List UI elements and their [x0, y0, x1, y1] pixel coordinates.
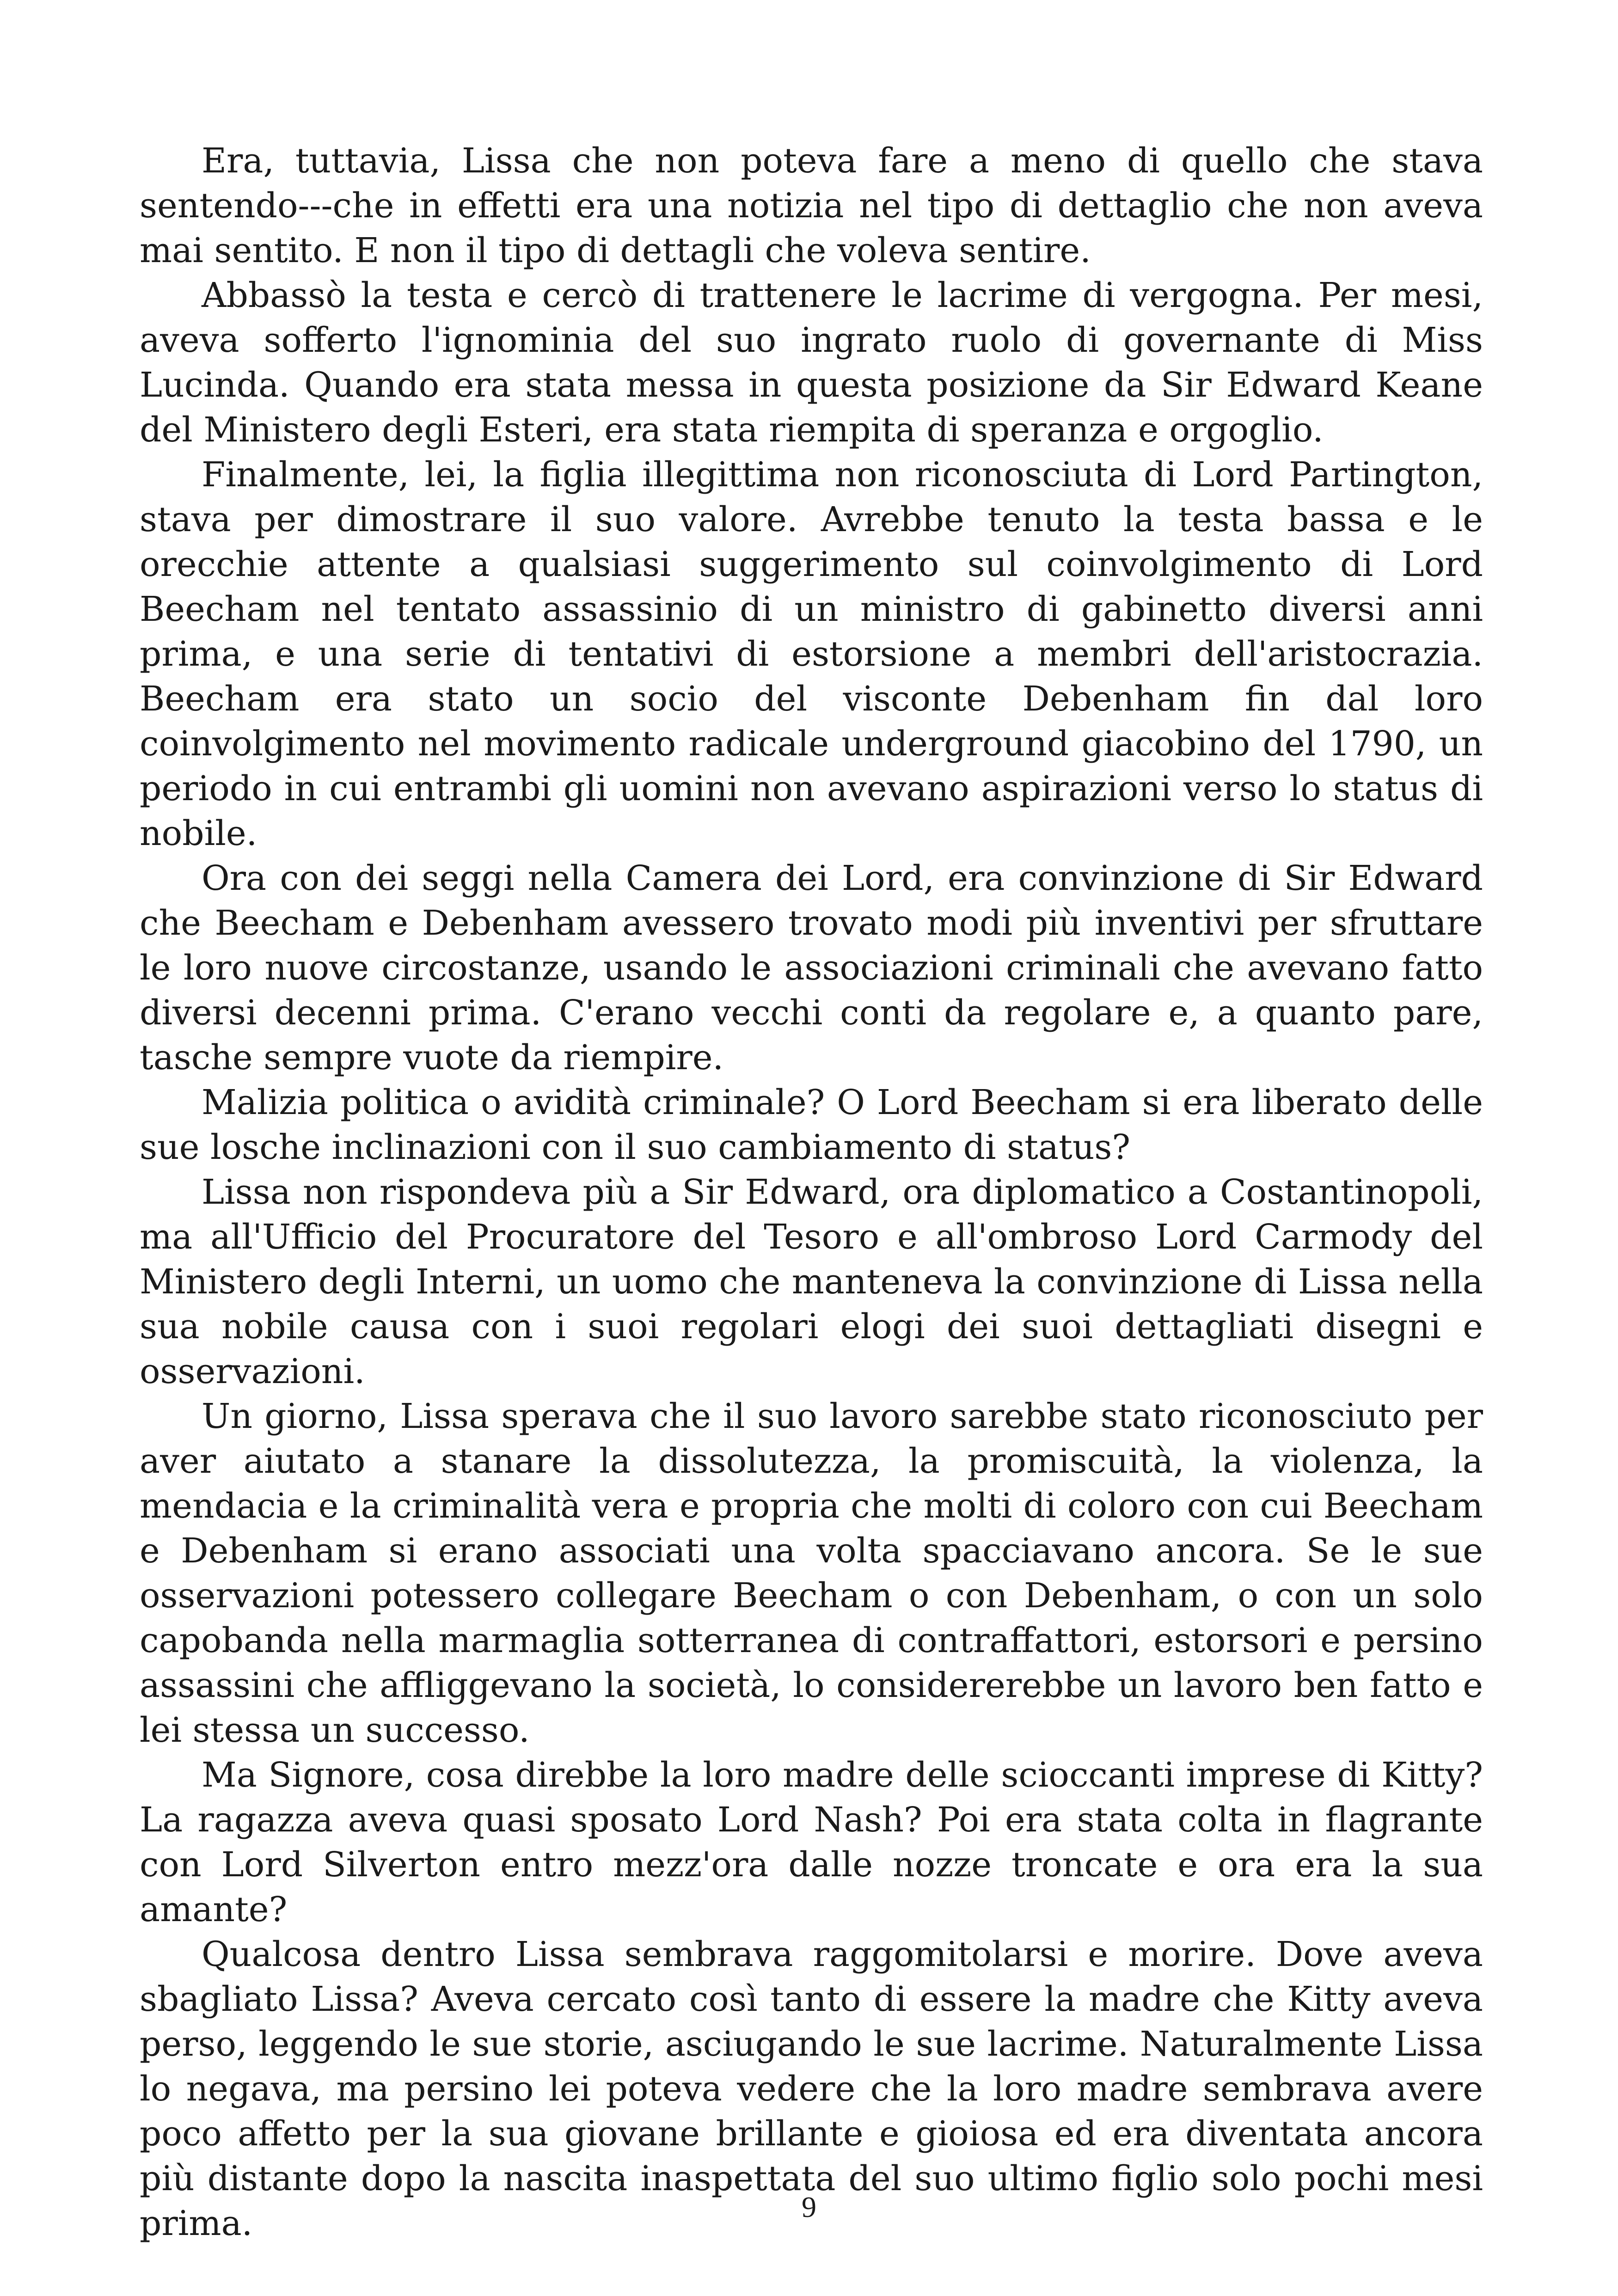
paragraph: Lissa non rispondeva più a Sir Edward, ora diplomatico a Costantinopoli, ma all'Ufficio del Procuratore del Tesoro e all'ombroso Lord Carmody del Ministero degli Interni, un uomo che manteneva la convinzione di Lissa nella sua nobile causa con i suoi regolari elogi dei suoi dettagliati disegni e osservazioni.: [140, 1172, 1483, 1391]
paragraph: Qualcosa dentro Lissa sembrava raggomitolarsi e morire. Dove aveva sbagliato Lissa? Aveva cercato così tanto di essere la madre che Kitty aveva perso, leggendo le sue storie, asciugando le sue lacrime. Naturalmente Lissa lo negava, ma persino lei poteva vedere che la loro madre sembrava avere poco affetto per la sua giovane brillante e gioiosa ed era diventata ancora più distante dopo la nascita inaspettata del suo ultimo figlio solo pochi mesi prima.: [140, 1935, 1483, 2243]
paragraph: Abbassò la testa e cercò di trattenere le lacrime di vergogna. Per mesi, aveva sofferto l'ignominia del suo ingrato ruolo di governante di Miss Lucinda. Quando era stata messa in questa posizione da Sir Edward Keane del Ministero degli Esteri, era stata riempita di speranza e orgoglio.: [140, 276, 1483, 450]
paragraph: Ma Signore, cosa direbbe la loro madre delle scioccanti imprese di Kitty? La ragazza aveva quasi sposato Lord Nash? Poi era stata colta in flagrante con Lord Silverton entro mezz'ora dalle nozze troncate e ora era la sua amante?: [140, 1755, 1483, 1929]
paragraph: Ora con dei seggi nella Camera dei Lord, era convinzione di Sir Edward che Beecham e Debenham avessero trovato modi più inventivi per sfruttare le loro nuove circostanze, usando le associazioni criminali che avevano fatto diversi decenni prima. C'erano vecchi conti da regolare e, a quanto pare, tasche sempre vuote da riempire.: [140, 858, 1483, 1078]
paragraph: Era, tuttavia, Lissa che non poteva fare a meno di quello che stava sentendo---che in effetti era una notizia nel tipo di dettaglio che non aveva mai sentito. E non il tipo di dettagli che voleva sentire.: [140, 141, 1483, 270]
body-text: [140, 139, 1483, 2246]
page-number: 9: [802, 2191, 816, 2223]
paragraph: Malizia politica o avidità criminale? O Lord Beecham si era liberato delle sue losche inclinazioni con il suo cambiamento di status?: [140, 1083, 1483, 1167]
paragraph: Un giorno, Lissa sperava che il suo lavoro sarebbe stato riconosciuto per aver aiutato a stanare la dissolutezza, la promiscuità, la violenza, la mendacia e la criminalità vera e propria che molti di coloro con cui Beecham e Debenham si erano associati una volta spacciavano ancora. Se le sue osservazioni potessero collegare Beecham o con Debenham, o con un solo capobanda nella marmaglia sotterranea di contraffattori, estorsori e persino assassini che affliggevano la società, lo considererebbe un lavoro ben fatto e lei stessa un successo.: [140, 1396, 1483, 1750]
paragraph: Finalmente, lei, la figlia illegittima non riconosciuta di Lord Partington, stava per dimostrare il suo valore. Avrebbe tenuto la testa bassa e le orecchie attente a qualsiasi suggerimento sul coinvolgimento di Lord Beecham nel tentato assassinio di un ministro di gabinetto diversi anni prima, e una serie di tentativi di estorsione a membri dell'aristocrazia. Beecham era stato un socio del visconte Debenham fin dal loro coinvolgimento nel movimento radicale underground giacobino del 1790, un periodo in cui entrambi gli uomini non avevano aspirazioni verso lo status di nobile.: [140, 455, 1483, 853]
